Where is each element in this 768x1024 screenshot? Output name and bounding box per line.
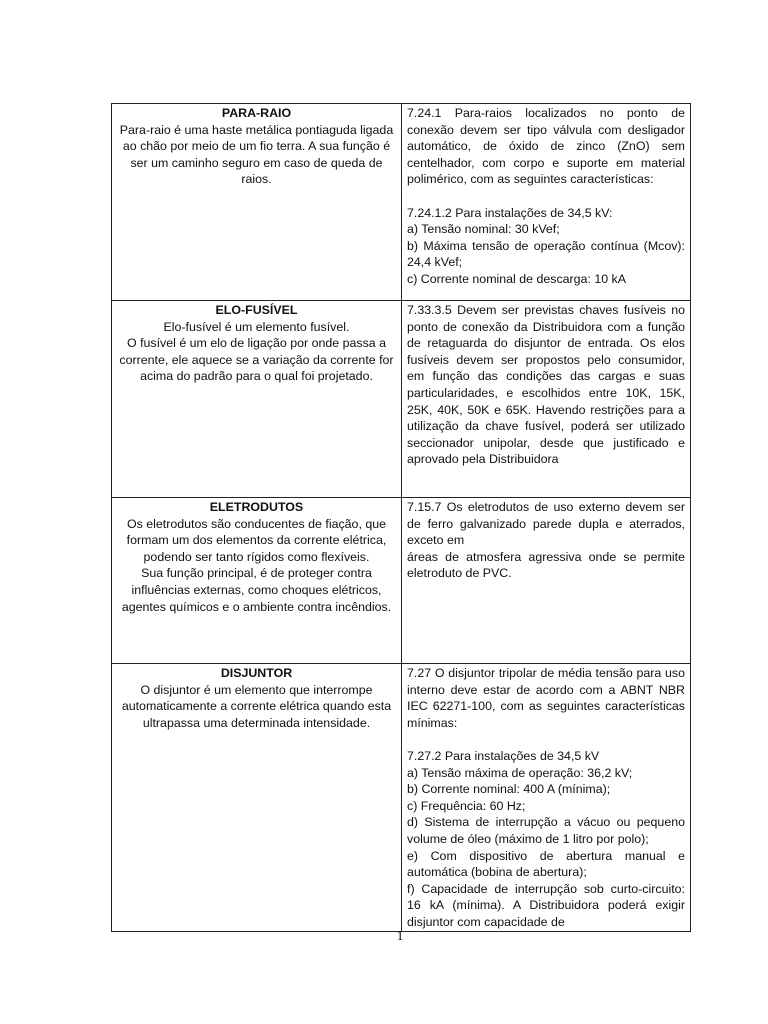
norm-paragraph: a) Tensão nominal: 30 kVef; — [407, 222, 560, 237]
table-row — [112, 301, 691, 498]
norm-paragraph: 7.24.1 Para-raios localizados no ponto de conexão devem ser tipo válvula com desligador automático, de óxido de zinco (ZnO) sem centelhador, com corpo e suporte em material polimérico, com as seguintes características: — [407, 106, 685, 187]
term-cell — [112, 301, 402, 498]
norm-paragraph: d) Sistema de interrupção a vácuo ou pequeno volume de óleo (máximo de 1 litro por polo); — [407, 815, 685, 846]
norm-paragraph: 7.27 O disjuntor tripolar de média tensão para uso interno deve estar de acordo com a ABNT NBR IEC 62271-100, com as seguintes características mínimas: — [407, 666, 685, 730]
term-cell — [112, 664, 402, 932]
norm-paragraph: e) Com dispositivo de abertura manual e automática (bobina de abertura); — [407, 848, 685, 880]
norm-cell — [402, 664, 691, 932]
term-cell — [112, 498, 402, 664]
norm-paragraph: áreas de atmosfera agressiva onde se permite eletroduto de PVC. — [407, 549, 685, 581]
table-row — [112, 104, 691, 301]
term-description: Os eletrodutos são conducentes de fiação, que formam um dos elementos da corrente elétrica, podendo ser tanto rígidos como flexíveis. — [126, 516, 387, 564]
table-body — [112, 104, 691, 932]
norm-paragraph: 7.33.3.5 Devem ser previstas chaves fusíveis no ponto de conexão da Distribuidora com a função de retaguarda do disjuntor de entrada. Os elos fusíveis devem ser propostos pelo consumidor, em função das condições das cargas e suas particularidades, e escolhidos entre 10K, 15K, 25K, 40K, 50K e 65K. Havendo restrições para a utilização da chave fusível, poderá ser utilizado seccionador unipolar, desde que justificado e aprovado pela Distribuidora — [407, 303, 685, 467]
norm-cell — [402, 301, 691, 498]
norm-paragraph: f) Capacidade de interrupção sob curto-circuito: 16 kA (mínima). A Distribuidora poderá exigir disjuntor com capacidade de — [407, 881, 685, 929]
norm-paragraph: 7.27.2 Para instalações de 34,5 kV — [407, 748, 600, 763]
paragraph-gap — [407, 731, 685, 748]
norm-paragraph: b) Corrente nominal: 400 A (mínima); — [407, 782, 611, 797]
term-description: Elo-fusível é um elemento fusível. — [163, 319, 350, 334]
term-heading: ELO-FUSÍVEL — [215, 303, 298, 317]
norm-paragraph: c) Corrente nominal de descarga: 10 kA — [407, 271, 627, 286]
term-description: Sua função principal, é de proteger contra influências externas, como choques elétricos, agentes químicos e o ambiente contra incêndios. — [121, 566, 392, 614]
definitions-table — [111, 103, 691, 932]
term-cell — [112, 104, 402, 301]
norm-cell — [402, 498, 691, 664]
table-row — [112, 664, 691, 932]
norm-cell — [402, 104, 691, 301]
norm-paragraph: c) Frequência: 60 Hz; — [407, 798, 526, 813]
table-row — [112, 498, 691, 664]
norm-paragraph: b) Máxima tensão de operação contínua (Mcov): 24,4 kVef; — [407, 238, 685, 270]
page-number: 1 — [396, 929, 404, 944]
term-heading: ELETRODUTOS — [209, 500, 304, 514]
norm-paragraph: 7.15.7 Os eletrodutos de uso externo devem ser de ferro galvanizado parede dupla e aterrados, exceto em — [407, 500, 685, 548]
term-heading: DISJUNTOR — [220, 666, 293, 680]
paragraph-gap — [407, 188, 685, 205]
norm-paragraph: a) Tensão máxima de operação: 36,2 kV; — [407, 765, 633, 780]
term-description: O disjuntor é um elemento que interrompe automaticamente a corrente elétrica quando esta ultrapassa uma determinada intensidade. — [121, 682, 392, 730]
term-description: O fusível é um elo de ligação por onde passa a corrente, ele aquece se a variação da corrente for acima do padrão para o qual foi projetado. — [119, 336, 394, 384]
term-description: Para-raio é uma haste metálica pontiaguda ligada ao chão por meio de um fio terra. A sua função é ser um caminho seguro em caso de queda de raios. — [119, 122, 394, 187]
term-heading: PARA-RAIO — [221, 106, 292, 120]
norm-paragraph: 7.24.1.2 Para instalações de 34,5 kV: — [407, 205, 613, 220]
